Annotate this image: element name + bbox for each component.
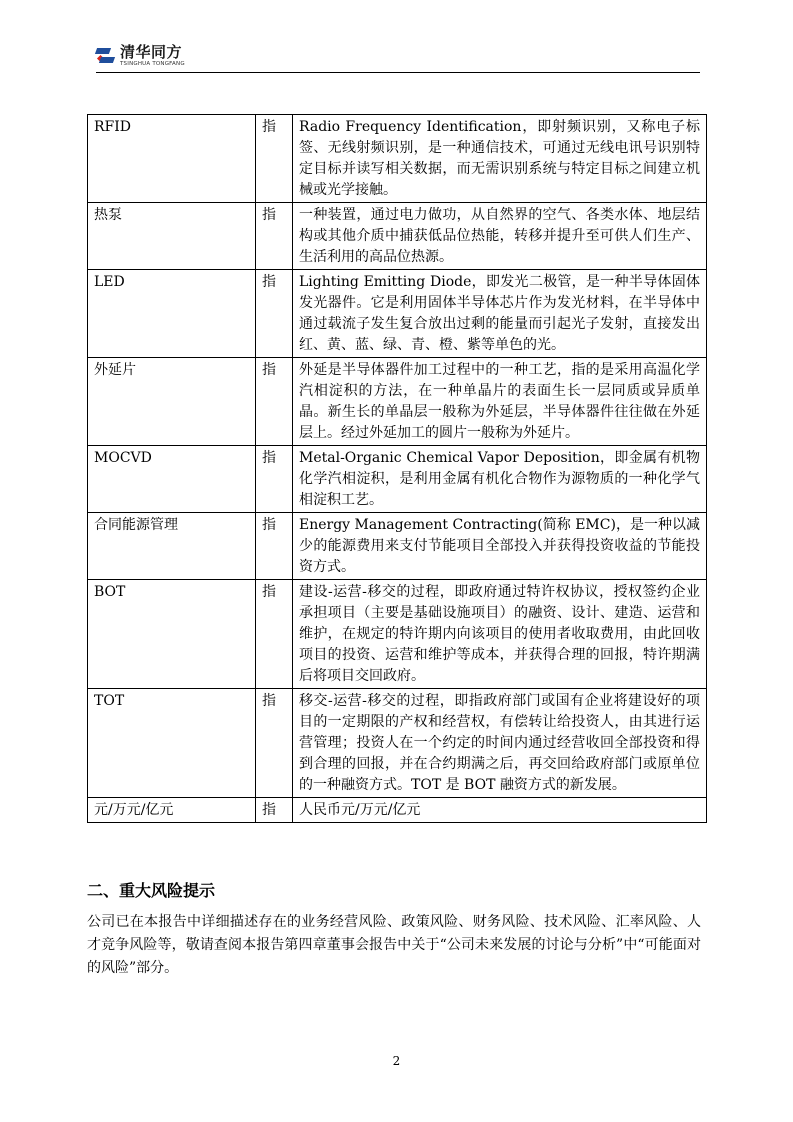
- header-divider: [96, 72, 700, 73]
- definition-cell: 移交-运营-移交的过程，即指政府部门或国有企业将建设好的项目的一定期限的产权和经营权，有偿转让给投资人，由其进行运营管理；投资人在一个约定的时间内通过经营收回全部投资和得到合理的回报，并在合约期满之后，再交回给政府部门或原单位的一种融资方式。TOT 是 BOT 融资方式的新发展。: [293, 689, 707, 798]
- term-cell: LED: [88, 270, 256, 358]
- term-cell: 合同能源管理: [88, 513, 256, 580]
- table-row: [88, 580, 707, 689]
- section-heading: 二、重大风险提示: [87, 881, 216, 900]
- table-row: [88, 358, 707, 446]
- table-row: [88, 270, 707, 358]
- refers-cell: 指: [256, 115, 293, 203]
- refers-cell: 指: [256, 358, 293, 446]
- refers-cell: 指: [256, 798, 293, 823]
- refers-cell: 指: [256, 580, 293, 689]
- refers-cell: 指: [256, 689, 293, 798]
- table-row: [88, 798, 707, 823]
- refers-cell: 指: [256, 203, 293, 270]
- definition-cell: 建设-运营-移交的过程，即政府通过特许权协议，授权签约企业承担项目（主要是基础设施项目）的融资、设计、建造、运营和维护，在规定的特许期内向该项目的使用者收取费用，由此回收项目的投资、运营和维护等成本，并获得合理的回报，特许期满后将项目交回政府。: [293, 580, 707, 689]
- refers-cell: 指: [256, 270, 293, 358]
- company-logo: [96, 42, 185, 70]
- logo-chinese-name: 清华同方: [120, 42, 183, 61]
- table-row: [88, 115, 707, 203]
- refers-cell: 指: [256, 446, 293, 513]
- table-row: [88, 689, 707, 798]
- table-row: [88, 203, 707, 270]
- definition-cell: 人民币元/万元/亿元: [293, 798, 707, 823]
- definition-cell: 一种装置，通过电力做功，从自然界的空气、各类水体、地层结构或其他介质中捕获低品位热能，转移并提升至可供人们生产、生活利用的高品位热源。: [293, 203, 707, 270]
- term-cell: MOCVD: [88, 446, 256, 513]
- refers-cell: 指: [256, 513, 293, 580]
- logo-mark-icon: [96, 46, 116, 66]
- section-paragraph: 公司已在本报告中详细描述存在的业务经营风险、政策风险、财务风险、技术风险、汇率风险、人才竞争风险等，敬请查阅本报告第四章董事会报告中关于“公司未来发展的讨论与分析”中“可能面对的风险”部分。: [87, 914, 701, 976]
- term-cell: RFID: [88, 115, 256, 203]
- definition-cell: 外延是半导体器件加工过程中的一种工艺，指的是采用高温化学汽相淀积的方法，在一种单晶片的表面生长一层同质或异质单晶。新生长的单晶层一般称为外延层，半导体器件往往做在外延层上。经过外延加工的圆片一般称为外延片。: [293, 358, 707, 446]
- table-row: [88, 513, 707, 580]
- term-cell: TOT: [88, 689, 256, 798]
- page-number: 2: [392, 1054, 401, 1068]
- definition-cell: Radio Frequency Identification，即射频识别，又称电子标签、无线射频识别，是一种通信技术，可通过无线电讯号识别特定目标并读写相关数据，而无需识别系统与特定目标之间建立机械或光学接触。: [293, 115, 707, 203]
- page-header: [96, 42, 700, 74]
- logo-english-name: TSINGHUA TONGFANG: [120, 60, 185, 67]
- term-cell: 热泵: [88, 203, 256, 270]
- definition-cell: Lighting Emitting Diode，即发光二极管，是一种半导体固体发光器件。它是利用固体半导体芯片作为发光材料，在半导体中通过载流子发生复合放出过剩的能量而引起光子发射，直接发出红、黄、蓝、绿、青、橙、紫等单色的光。: [293, 270, 707, 358]
- definition-cell: Metal-Organic Chemical Vapor Deposition，即金属有机物化学汽相淀积，是利用金属有机化合物作为源物质的一种化学气相淀积工艺。: [293, 446, 707, 513]
- term-cell: BOT: [88, 580, 256, 689]
- term-cell: 元/万元/亿元: [88, 798, 256, 823]
- term-cell: 外延片: [88, 358, 256, 446]
- definition-cell: Energy Management Contracting(简称 EMC)，是一种以减少的能源费用来支付节能项目全部投入并获得投资收益的节能投资方式。: [293, 513, 707, 580]
- table-row: [88, 446, 707, 513]
- definitions-table: [87, 114, 707, 823]
